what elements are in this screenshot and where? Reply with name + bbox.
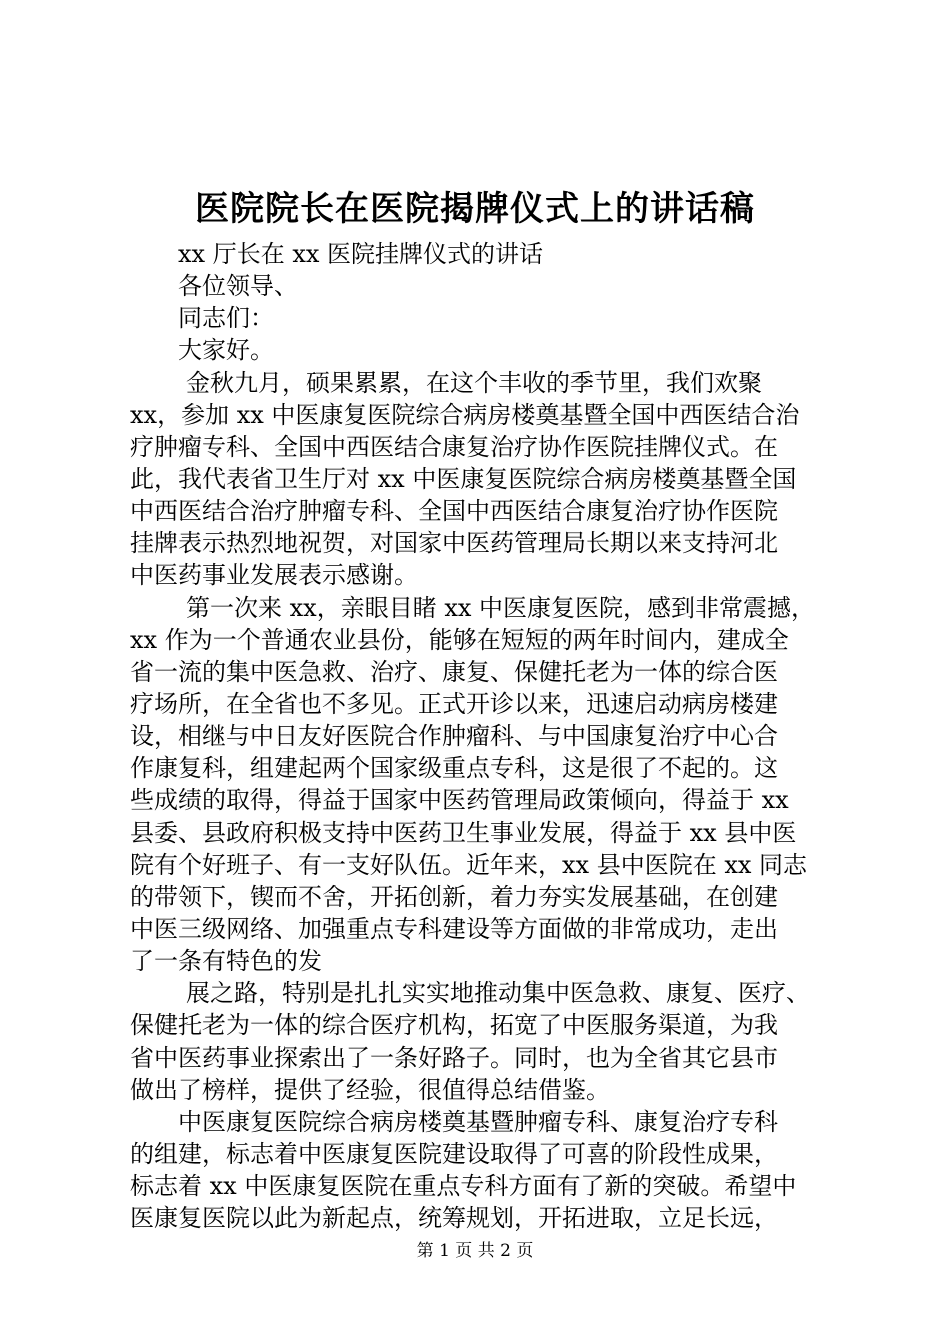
text-line: 此，我代表省卫生厅对 xx 中医康复医院综合病房楼奠基暨全国	[130, 464, 797, 493]
text-line: xx，参加 xx 中医康复医院综合病房楼奠基暨全国中西医结合治	[130, 400, 800, 429]
document-body	[130, 238, 828, 1234]
text-line: 中医三级网络、加强重点专科建设等方面做的非常成功，走出	[130, 914, 778, 943]
text-line: 省一流的集中医急救、治疗、康复、保健托老为一体的综合医	[130, 657, 778, 686]
text-line: 省中医药事业探索出了一条好路子。同时，也为全省其它县市	[130, 1043, 778, 1072]
document-title: 医院院长在医院揭牌仪式上的讲话稿	[195, 189, 755, 229]
text-line: 保健托老为一体的综合医疗机构，拓宽了中医服务渠道，为我	[130, 1011, 778, 1040]
text-line: 些成绩的取得，得益于国家中医药管理局政策倾向，得益于 xx	[130, 786, 789, 815]
text-line: 疗肿瘤专科、全国中西医结合康复治疗协作医院挂牌仪式。在	[130, 432, 778, 461]
text-line: xx 厅长在 xx 医院挂牌仪式的讲话	[178, 240, 544, 268]
text-line: 第一次来 xx，亲眼目睹 xx 中医康复医院，感到非常震撼，	[186, 593, 816, 622]
text-line: 标志着 xx 中医康复医院在重点专科方面有了新的突破。希望中	[130, 1172, 797, 1201]
text-line: 同志们：	[178, 304, 274, 333]
text-line: 县委、县政府积极支持中医药卫生事业发展，得益于 xx 县中医	[130, 818, 797, 847]
text-line: 院有个好班子、有一支好队伍。近年来，xx 县中医院在 xx 同志	[130, 850, 808, 879]
text-line: 展之路，特别是扎扎实实地推动集中医急救、康复、医疗、	[186, 979, 810, 1008]
page-footer: 第 1 页 共 2 页	[416, 1241, 534, 1261]
text-line: 做出了榜样，提供了经验，很值得总结借鉴。	[130, 1075, 610, 1104]
text-line: 各位领导、	[178, 272, 298, 301]
text-line: 的组建，标志着中医康复医院建设取得了可喜的阶段性成果，	[130, 1139, 778, 1168]
text-line: 医康复医院以此为新起点，统筹规划，开拓进取，立足长远，	[130, 1204, 778, 1233]
text-line: 作康复科，组建起两个国家级重点专科，这是很了不起的。这	[130, 754, 778, 783]
text-line: 金秋九月，硕果累累，在这个丰收的季节里，我们欢聚	[186, 368, 762, 397]
text-line: xx 作为一个普通农业县份，能够在短短的两年时间内，建成全	[130, 625, 789, 654]
text-line: 了一条有特色的发	[130, 947, 322, 976]
text-line: 的带领下，锲而不舍，开拓创新，着力夯实发展基础，在创建	[130, 882, 778, 911]
text-line: 中西医结合治疗肿瘤专科、全国中西医结合康复治疗协作医院	[130, 497, 778, 526]
text-line: 挂牌表示热烈地祝贺，对国家中医药管理局长期以来支持河北	[130, 529, 778, 558]
text-line: 中医康复医院综合病房楼奠基暨肿瘤专科、康复治疗专科	[178, 1107, 778, 1136]
text-line: 中医药事业发展表示感谢。	[130, 561, 418, 590]
text-line: 疗场所，在全省也不多见。正式开诊以来，迅速启动病房楼建	[130, 689, 778, 718]
text-line: 大家好。	[178, 336, 274, 365]
text-line: 设，相继与中日友好医院合作肿瘤科、与中国康复治疗中心合	[130, 722, 778, 751]
